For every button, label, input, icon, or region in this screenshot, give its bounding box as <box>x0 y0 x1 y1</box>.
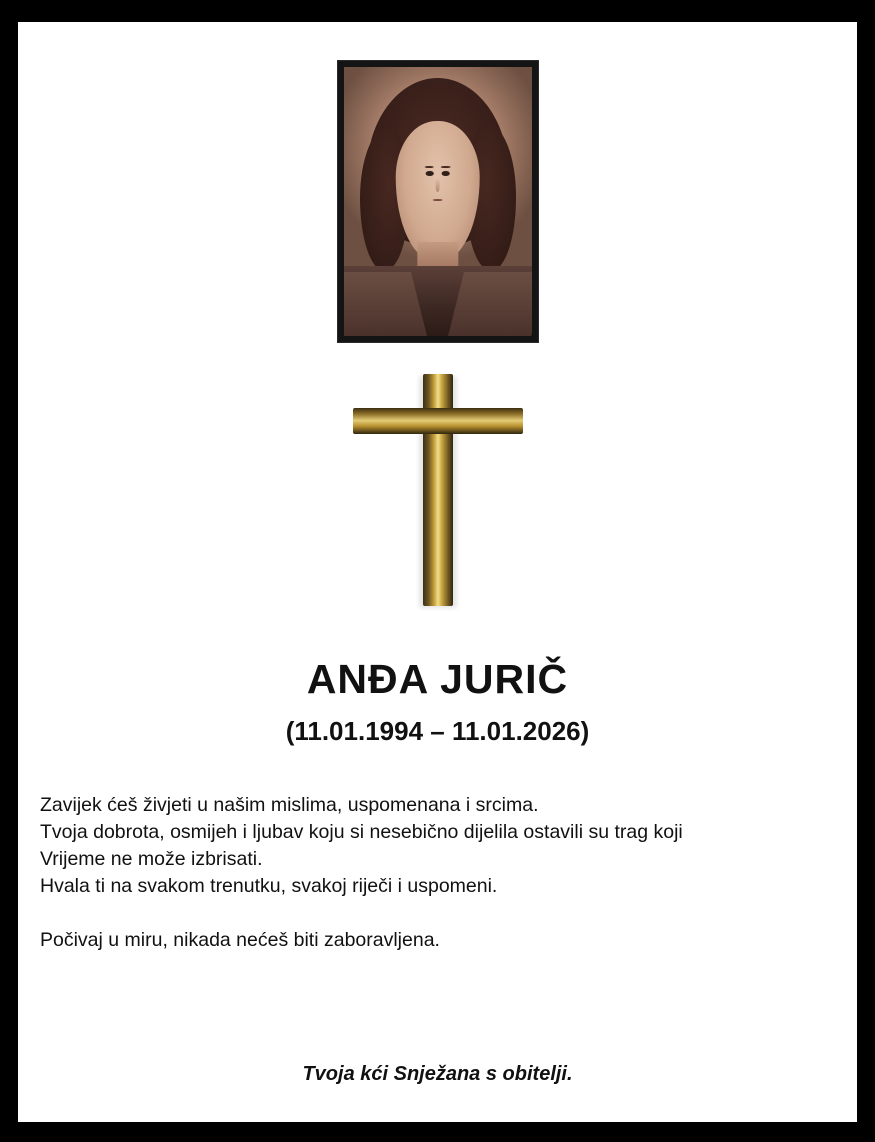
portrait-frame <box>338 61 538 342</box>
message-line-3: Vrijeme ne može izbrisati. <box>40 848 263 870</box>
message-line-1: Zavijek ćeš živjeti u našim mislima, uspomenana i srcima. <box>40 794 539 816</box>
paragraph-spacer <box>40 900 839 927</box>
portrait-mouth <box>432 199 442 201</box>
closing-line: Počivaj u miru, nikada nećeš biti zaboravljena. <box>40 929 440 951</box>
life-dates: (11.01.1994 – 11.01.2026) <box>285 716 590 746</box>
portrait-collar <box>344 266 532 336</box>
portrait-photo <box>344 67 532 336</box>
cross-horizontal-beam <box>353 408 523 434</box>
memorial-message <box>18 792 857 954</box>
portrait-nose <box>435 178 439 192</box>
portrait-eye-left <box>426 171 434 175</box>
message-line-4: Hvala ti na svakom trenutku, svakoj riječi i uspomeni. <box>40 875 498 897</box>
portrait-brow-right <box>441 166 450 168</box>
portrait-face <box>395 121 480 261</box>
signature: Tvoja kći Snježana s obitelji. <box>302 1063 573 1085</box>
portrait-brow-left <box>425 166 434 168</box>
deceased-name: ANĐA JURIČ <box>306 656 569 702</box>
memorial-card <box>18 22 857 1122</box>
message-line-2: Tvoja dobrota, osmijeh i ljubav koju si nesebično dijelila ostavili su trag koji <box>40 821 683 843</box>
portrait-eye-right <box>442 171 450 175</box>
christian-cross-icon <box>353 374 523 606</box>
